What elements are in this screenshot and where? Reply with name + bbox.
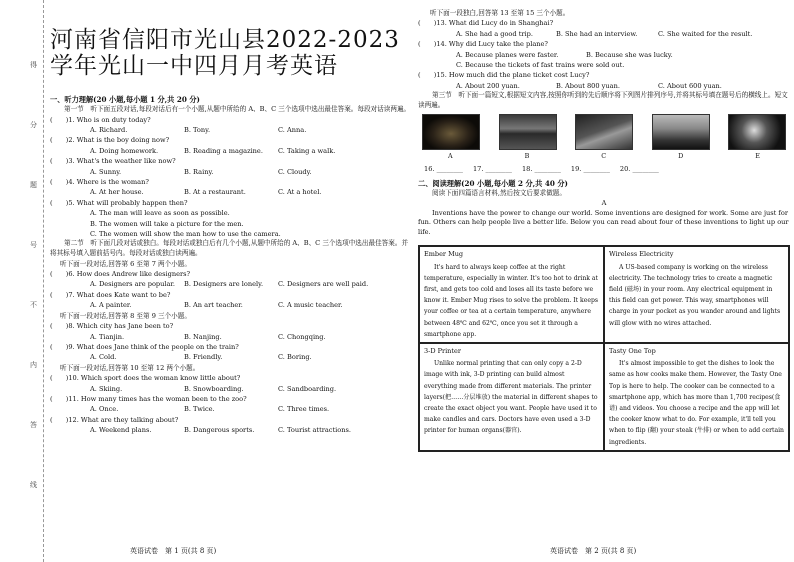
question-8: ( )8. Which city has Jane been to? bbox=[50, 322, 174, 331]
question-7-options: A. A painter. B. An art teacher. C. A music teacher. bbox=[90, 301, 343, 310]
binding-mark: 题 bbox=[30, 181, 37, 189]
question-10-options: A. Skiing. B. Snowboarding. C. Sandboarding. bbox=[90, 384, 337, 393]
picture-labels: A B C D E bbox=[448, 152, 760, 161]
question-4: ( )4. Where is the woman? bbox=[50, 178, 149, 187]
binding-mark: 答 bbox=[30, 421, 37, 429]
picture-row bbox=[418, 114, 790, 150]
section1-heading: 一、听力理解(20 小题,每小题 1 分,共 20 分) bbox=[50, 95, 200, 104]
question-5-option-a: A. The man will leave as soon as possible. bbox=[90, 209, 230, 218]
question-12: ( )12. What are they talking about? bbox=[50, 415, 179, 424]
page-1 bbox=[50, 0, 412, 562]
question-6: ( )6. How does Andrew like designers? bbox=[50, 270, 191, 279]
question-15: ( )15. How much did the plane ticket cost Lucy? bbox=[418, 71, 590, 80]
question-11: ( )11. How many times has the woman been to the zoo? bbox=[50, 394, 247, 403]
section2-heading: 二、阅读理解(20 小题,每小题 2 分,共 40 分) bbox=[418, 179, 568, 189]
exam-title-line2: 学年光山一中四月月考英语 bbox=[50, 53, 338, 79]
question-5-option-c: C. The women will show the man how to use the camera. bbox=[90, 230, 281, 239]
3d-printer-text: Unlike normal printing that can only copy a 2-D image with ink, 3-D printing can build almost everything made from different materials. The printer layers(把……分层堆放) the material in different shapes to create the exact object you want. People have used it to make candles and cars. Doctors have even used a 3-D printer for human organs(器官). bbox=[424, 360, 598, 435]
question-3-options: A. Sunny. B. Rainy. C. Cloudy. bbox=[90, 167, 312, 176]
page-2 bbox=[418, 0, 790, 562]
picture-d-pagoda bbox=[652, 114, 710, 150]
tasty-one-top-box bbox=[604, 343, 789, 451]
question-11-options: A. Once. B. Twice. C. Three times. bbox=[90, 405, 330, 414]
question-9-options: A. Cold. B. Friendly. C. Boring. bbox=[90, 353, 312, 362]
monologue-instruction: 听下面一段独白,回答第 13 至第 15 三个小题。 bbox=[430, 9, 570, 17]
question-14-options-ab: A. Because planes were faster. B. Because she was lucky. bbox=[456, 50, 673, 59]
ember-mug-box bbox=[419, 246, 604, 343]
question-8-options: A. Tianjin. B. Nanjing. C. Chongqing. bbox=[90, 332, 326, 341]
question-2-options: A. Doing homework. B. Reading a magazine. C. Taking a walk. bbox=[90, 146, 336, 155]
blank-20[interactable]: 20. ________ bbox=[619, 165, 659, 174]
question-12-options: A. Weekend plans. B. Dangerous sports. C. Tourist attractions. bbox=[90, 426, 351, 435]
question-13-options: A. She had a good trip. B. She had an interview. C. She waited for the result. bbox=[456, 29, 753, 38]
exam-title-line1: 河南省信阳市光山县2022-2023 bbox=[50, 27, 400, 53]
ember-mug-title: Ember Mug bbox=[424, 250, 464, 259]
question-2: ( )2. What is the boy doing now? bbox=[50, 136, 170, 145]
tasty-one-top-title: Tasty One Top bbox=[609, 347, 656, 356]
dialog-2-instruction: 听下面一段对话,回答第 8 至第 9 三个小题。 bbox=[60, 311, 191, 320]
wireless-electricity-text: A US-based company is working on the wireless electricity. The technology tries to create a magnetic field (磁场) in your room. Any electrical equipment in this field can get power. This way, smartphones will charge in your pocket as you wander around and lights will glow with no wires attached. bbox=[609, 263, 781, 327]
blank-17[interactable]: 17. ________ bbox=[472, 165, 512, 174]
binding-mark: 不 bbox=[30, 301, 37, 309]
passage-intro: Inventions have the power to change our world. Some inventions are designed for work. Some are just for fun. Others can help people live a better life. Below you can read about four of these inventions to light up our life. bbox=[418, 208, 789, 236]
binding-mark: 分 bbox=[30, 121, 37, 129]
part1-intro: 第一节 听下面五段对话,每段对话后有一个小题,从题中所给的 A、B、C 三个选项中选出最佳答案。每段对话读两遍。 bbox=[64, 105, 411, 113]
dialog-1-instruction: 听下面一段对话,回答第 6 至第 7 两个小题。 bbox=[60, 259, 191, 268]
wireless-electricity-box bbox=[604, 246, 789, 343]
part2-intro: 第二节 听下面几段对话或独白。每段对话或独白后有几个小题,从题中所给的 A、B、C 三个选项中选出最佳答案。并将其标号填入题前括号内。每段对话或独白读两遍。 bbox=[50, 239, 409, 258]
3d-printer-box bbox=[419, 343, 604, 451]
blank-18[interactable]: 18. ________ bbox=[521, 165, 561, 174]
binding-mark: 得 bbox=[30, 61, 37, 69]
question-4-options: A. At her house. B. At a restaurant. C. At a hotel. bbox=[90, 188, 322, 197]
blank-19[interactable]: 19. ________ bbox=[570, 165, 610, 174]
question-6-options: A. Designers are popular. B. Designers are lonely. C. Designers are well paid. bbox=[90, 280, 369, 289]
binding-mark: 号 bbox=[30, 241, 37, 249]
question-7: ( )7. What does Kate want to be? bbox=[50, 290, 171, 299]
picture-e-dish bbox=[728, 114, 786, 150]
picture-c-river-bridge bbox=[575, 114, 633, 150]
part3-intro: 第三节 听下面一篇短文,根据短文内容,按照你听到的先后顺序将下列图片排列序号,并将其标号填在题号后的横线上。短文读两遍。 bbox=[418, 91, 788, 109]
ember-mug-text: It's hard to always keep coffee at the right temperature, especially in winter. It's too hot to drink at first, and gets too cold and loses all its taste before we know it. Ember Mug rises to solve the problem. It keeps your coffee or tea at a certain temperature, anywhere between 48℃ and 62℃, once you set it through a smartphone app. bbox=[424, 263, 598, 338]
picture-b-sea bbox=[499, 114, 557, 150]
question-5: ( )5. What will probably happen then? bbox=[50, 198, 188, 207]
question-14: ( )14. Why did Lucy take the plane? bbox=[418, 40, 548, 49]
page-2-footer: 英语试卷 第 2 页(共 8 页) bbox=[550, 547, 637, 555]
question-5-option-b: B. The women will take a picture for the men. bbox=[90, 219, 244, 228]
dialog-3-instruction: 听下面一段对话,回答第 10 至第 12 两个小题。 bbox=[60, 363, 200, 372]
question-1: ( )1. Who is on duty today? bbox=[50, 115, 151, 124]
question-3: ( )3. What's the weather like now? bbox=[50, 157, 176, 166]
question-10: ( )10. Which sport does the woman know little about? bbox=[50, 374, 241, 383]
picture-a-food-bowl bbox=[422, 114, 480, 150]
question-14-option-c: C. Because the tickets of fast trains were sold out. bbox=[456, 61, 625, 70]
question-9: ( )9. What does Jane think of the people on the train? bbox=[50, 342, 239, 351]
page-1-footer: 英语试卷 第 1 页(共 8 页) bbox=[130, 547, 217, 555]
passage-letter: A bbox=[601, 199, 607, 208]
binding-margin bbox=[0, 0, 44, 562]
answer-blanks bbox=[418, 165, 790, 173]
blank-16[interactable]: 16. ________ bbox=[424, 165, 463, 174]
inventions-table bbox=[418, 245, 790, 451]
binding-mark: 线 bbox=[30, 481, 37, 489]
question-1-options: A. Richard. B. Tony. C. Anna. bbox=[90, 126, 307, 134]
tasty-one-top-text: It's almost impossible to get the dishes to look the same as how cooks make them. However, the Tasty One Top is here to help. The cooker can be connected to a smartphone app, which has more than 1,700 recipes(食谱) and videos. You choose a recipe and the app will let the cooker know what to do. For example, it'll tell you when to flip (翻) your steak (牛排) or when to add certain ingredients. bbox=[609, 360, 784, 446]
question-13: ( )13. What did Lucy do in Shanghai? bbox=[418, 19, 554, 28]
3d-printer-title: 3-D Printer bbox=[424, 347, 461, 356]
wireless-electricity-title: Wireless Electricity bbox=[609, 250, 674, 259]
section2-intro: 阅读下面四篇语言材料,然后按文后要求做题。 bbox=[432, 189, 566, 198]
question-15-options: A. About 200 yuan. B. About 800 yuan. C. About 600 yuan. bbox=[456, 81, 722, 90]
binding-mark: 内 bbox=[30, 361, 37, 369]
